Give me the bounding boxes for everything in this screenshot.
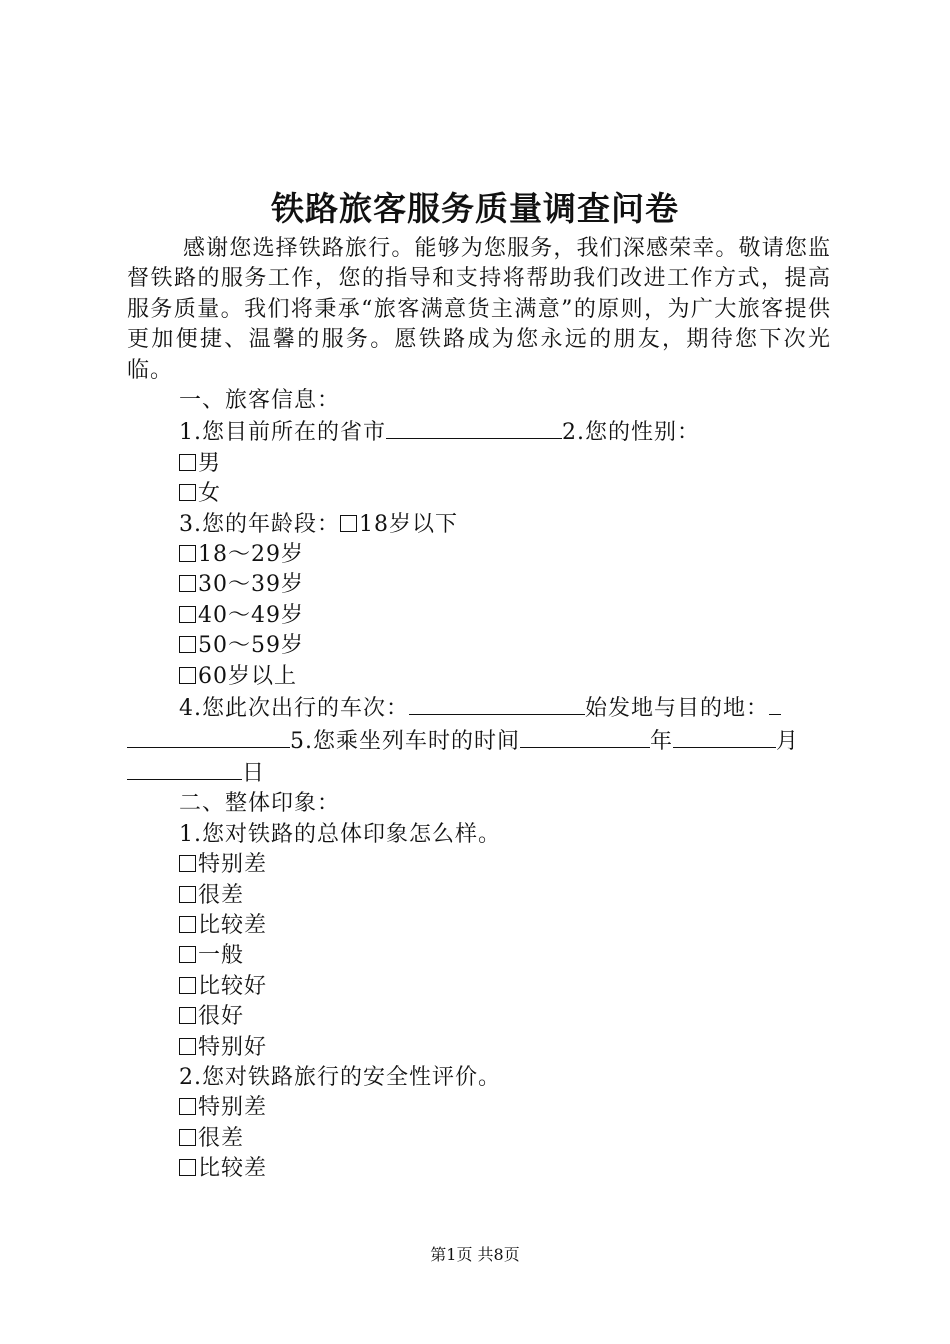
year-blank[interactable] — [520, 725, 650, 748]
impression-option[interactable] — [127, 1002, 831, 1032]
option-label: 18岁以下 — [359, 511, 458, 537]
impression-option[interactable] — [127, 881, 831, 911]
age-option[interactable] — [127, 601, 831, 631]
checkbox[interactable] — [179, 1098, 196, 1115]
q3-age-line — [127, 510, 831, 540]
intro-paragraph: 感谢您选择铁路旅行。能够为您服务，我们深感荣幸。敬请您监督铁路的服务工作，您的指导和支持将帮助我们改进工作方式，提高服务质量。我们将秉承“旅客满意货主满意”的原则，为广大旅客提供更加便捷、温馨的服务。愿铁路成为您永远的朋友，期待您下次光临。 — [127, 236, 831, 383]
option-label: 60岁以上 — [198, 663, 297, 689]
option-label: 很差 — [198, 1125, 245, 1151]
option-label: 比较差 — [198, 1156, 268, 1182]
option-label: 特别好 — [198, 1034, 268, 1060]
checkbox[interactable] — [179, 636, 196, 653]
checkbox[interactable] — [179, 946, 196, 963]
option-label: 很好 — [198, 1004, 245, 1030]
checkbox[interactable] — [179, 886, 196, 903]
checkbox[interactable] — [179, 1038, 196, 1055]
option-label: 女 — [198, 481, 222, 507]
checkbox[interactable] — [179, 454, 196, 471]
province-blank[interactable] — [386, 416, 562, 439]
impression-option[interactable] — [127, 941, 831, 971]
section2-heading: 二、整体印象： — [179, 791, 341, 817]
month-blank[interactable] — [673, 725, 776, 748]
month-label: 月 — [776, 728, 800, 754]
age-option[interactable] — [127, 662, 831, 692]
checkbox[interactable] — [179, 1159, 196, 1176]
option-label: 比较差 — [198, 912, 268, 938]
q5-time-label: 5.您乘坐列车时的时间 — [290, 728, 520, 754]
option-label: 男 — [198, 450, 222, 476]
s2-q2-label: 2.您对铁路旅行的安全性评价。 — [179, 1064, 501, 1090]
q4-train-line — [127, 692, 831, 724]
impression-option[interactable] — [127, 911, 831, 941]
year-label: 年 — [650, 728, 674, 754]
page-footer: 第1页 共8页 — [430, 1245, 520, 1264]
option-label: 比较好 — [198, 973, 268, 999]
q4-train-label: 4.您此次出行的车次： — [179, 696, 409, 722]
option-label: 50～59岁 — [198, 633, 304, 659]
checkbox[interactable] — [179, 606, 196, 623]
age-option[interactable] — [127, 631, 831, 661]
q4-route-label: 始发地与目的地： — [585, 696, 770, 722]
checkbox[interactable] — [179, 667, 196, 684]
impression-option[interactable] — [127, 1033, 831, 1063]
option-label: 特别差 — [198, 1095, 268, 1121]
day-label: 日 — [242, 760, 266, 786]
s2-q1-label: 1.您对铁路的总体印象怎么样。 — [179, 821, 501, 847]
route-blank[interactable] — [127, 725, 290, 748]
route-blank-start[interactable] — [769, 692, 781, 715]
checkbox[interactable] — [179, 855, 196, 872]
train-number-blank[interactable] — [409, 692, 585, 715]
option-label: 很差 — [198, 882, 245, 908]
section1-heading: 一、旅客信息： — [179, 388, 341, 414]
checkbox[interactable] — [179, 916, 196, 933]
checkbox[interactable] — [179, 484, 196, 501]
gender-option[interactable] — [127, 479, 831, 509]
q5-time-line — [127, 725, 831, 757]
impression-option[interactable] — [127, 850, 831, 880]
option-label: 特别差 — [198, 852, 268, 878]
impression-option[interactable] — [127, 972, 831, 1002]
checkbox[interactable] — [179, 575, 196, 592]
safety-option[interactable] — [127, 1154, 831, 1184]
checkbox[interactable] — [179, 977, 196, 994]
document-title: 铁路旅客服务质量调查问卷 — [271, 189, 679, 228]
safety-option[interactable] — [127, 1093, 831, 1123]
questionnaire-body — [127, 234, 831, 1185]
q2-gender-label: 2.您的性别： — [562, 420, 700, 446]
q1-province-line — [127, 416, 831, 448]
age-option[interactable] — [127, 540, 831, 570]
option-label: 一般 — [198, 943, 245, 969]
q5-day-line — [127, 757, 831, 789]
option-label: 40～49岁 — [198, 602, 304, 628]
safety-option[interactable] — [127, 1124, 831, 1154]
age-option[interactable] — [127, 570, 831, 600]
q3-age-label: 3.您的年龄段： — [179, 511, 340, 537]
checkbox[interactable] — [340, 515, 357, 532]
gender-option[interactable] — [127, 449, 831, 479]
checkbox[interactable] — [179, 545, 196, 562]
option-label: 30～39岁 — [198, 572, 304, 598]
checkbox[interactable] — [179, 1129, 196, 1146]
checkbox[interactable] — [179, 1007, 196, 1024]
day-blank[interactable] — [127, 757, 242, 780]
option-label: 18～29岁 — [198, 542, 304, 568]
q1-province-label: 1.您目前所在的省市 — [179, 420, 386, 446]
